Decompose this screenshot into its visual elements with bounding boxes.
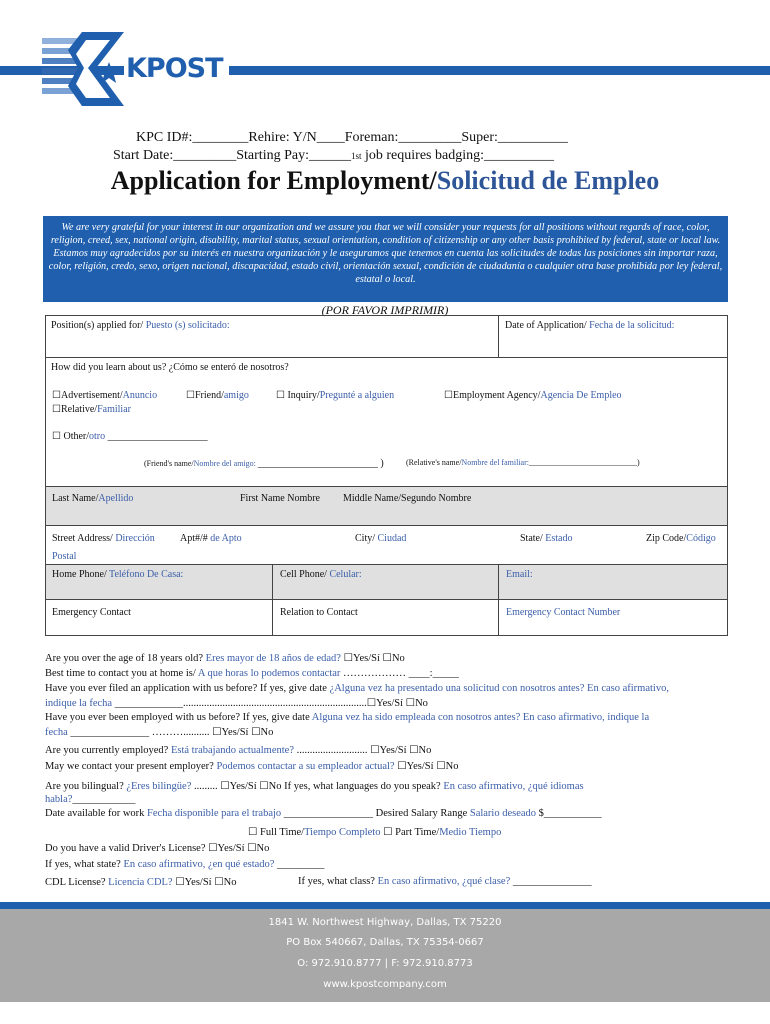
home-phone-label: Home Phone/ Teléfono De Casa: bbox=[52, 569, 184, 580]
question-currently-employed[interactable]: Are you currently employed? Está trabajando actualmente? ........................... ☐Yes/Sí ☐No bbox=[45, 745, 432, 756]
apt-label: Apt#/# de Apto bbox=[180, 533, 242, 544]
question-filed-before[interactable]: Have you ever filed an application with us before? If yes, give date ¿Alguna vez ha presentado una solicitud con nosotros antes? En caso afirmativo, bbox=[45, 683, 669, 694]
friend-name-field[interactable]: (Friend's name/Nombre del amigo: ________________________ ) bbox=[144, 458, 384, 469]
logo-stripe-right bbox=[210, 66, 770, 75]
date-label: Date of Application/ Fecha de la solicitud: bbox=[505, 320, 675, 331]
emergency-contact-label: Emergency Contact bbox=[52, 607, 131, 618]
meta-start-date: Start Date:_________Starting Pay:______ bbox=[113, 148, 351, 163]
postal-label: Postal bbox=[52, 551, 77, 562]
footer-po-box: PO Box 540667, Dallas, TX 75354-0667 bbox=[286, 937, 484, 948]
footer-stripe bbox=[0, 902, 770, 909]
footer bbox=[0, 902, 770, 1002]
question-cdl-class[interactable]: If yes, what class? En caso afirmativo, ¿qué clase? _______________ bbox=[298, 876, 592, 887]
footer-phones: O: 972.910.8777 | F: 972.910.8773 bbox=[297, 958, 473, 969]
intro-banner bbox=[43, 216, 728, 302]
question-best-time[interactable]: Best time to contact you at home is/ A que horas lo podemos contactar ……………… ____:_____ bbox=[45, 668, 459, 679]
option-friend[interactable]: ☐Friend/amigo bbox=[186, 390, 249, 401]
meta-badging: job requires badging:__________ bbox=[361, 148, 554, 163]
meta-line-2 bbox=[113, 148, 554, 164]
position-label: Position(s) applied for/ Puesto (s) solicitado: bbox=[51, 320, 230, 331]
option-inquiry[interactable]: ☐ Inquiry/Pregunté a alguien bbox=[276, 390, 395, 401]
zip-label: Zip Code/Código bbox=[646, 533, 716, 544]
street-label: Street Address/ Dirección bbox=[52, 533, 155, 544]
title-es: Solicitud de Empleo bbox=[436, 166, 660, 195]
intro-en: We are very grateful for your interest in our organization and we assure you that we will consider your requests for all positions without regards of race, color, religion, creed, sex, national origin, disability, marital status, sexual orientation, condition of citizenship or any other basis prohibited by federal, state or local law. bbox=[50, 222, 721, 247]
address-row[interactable] bbox=[45, 525, 728, 565]
question-languages[interactable]: habla?____________ bbox=[45, 794, 136, 805]
question-availability[interactable]: Date available for work Fecha disponible para el trabajo _________________ Desired Salary Range Salario deseado $___________ bbox=[45, 808, 602, 819]
page-title bbox=[0, 166, 770, 196]
print-label: (POR FAVOR IMPRIMIR) bbox=[321, 303, 449, 317]
option-other[interactable]: ☐ Other/otro ____________________ bbox=[52, 431, 208, 442]
middle-name-label: Middle Name/Segundo Nombre bbox=[343, 493, 472, 504]
footer-address: 1841 W. Northwest Highway, Dallas, TX 75220 bbox=[268, 917, 502, 928]
option-advertisement[interactable]: ☐Advertisement/Anuncio bbox=[52, 390, 158, 401]
question-bilingual[interactable]: Are you bilingual? ¿Eres bilingüe? ......... ☐Yes/Sí ☐No If yes, what languages do you speak? En caso afirmativo, ¿qué idiomas bbox=[45, 781, 584, 792]
relative-name-field[interactable]: (Relative's name/Nombre del familiar:___________________________) bbox=[406, 458, 640, 467]
question-drivers-license[interactable]: Do you have a valid Driver's License? ☐Yes/Sí ☐No bbox=[45, 843, 270, 854]
relation-label: Relation to Contact bbox=[280, 607, 358, 618]
title-en: Application for Employment/ bbox=[110, 166, 437, 195]
city-label: City/ Ciudad bbox=[355, 533, 407, 544]
footer-website[interactable]: www.kpostcompany.com bbox=[323, 979, 447, 990]
last-name-label: Last Name/Apellido bbox=[52, 493, 134, 504]
question-work-type[interactable]: ☐ Full Time/Tiempo Completo ☐ Part Time/Medio Tiempo bbox=[248, 827, 502, 838]
first-name-label: First Name Nombre bbox=[240, 493, 320, 504]
option-relative[interactable]: ☐Relative/Familiar bbox=[52, 404, 131, 415]
intro-es: Estamos muy agradecidos por su interés en nuestra organización y le aseguramos que tenemos en cuenta las solicitudes de todas las posiciones sin importar raza, color, religión, credo, sexo, origen nacional, discapacidad, estado civil, orientación sexual, condición de ciudadanía o cualquier otra base prohibida por ley federal, estatal o local. bbox=[48, 248, 723, 286]
question-employed-before-date[interactable]: fecha _______________ ……….......... ☐Yes/Sí ☐No bbox=[45, 727, 274, 738]
option-agency[interactable]: ☐Employment Agency/Agencia De Empleo bbox=[444, 390, 622, 401]
learn-label: How did you learn about us? ¿Cómo se enteró de nosotros? bbox=[51, 362, 289, 373]
meta-line-1: KPC ID#:________Rehire: Y/N____Foreman:_________Super:__________ bbox=[136, 130, 568, 145]
email-label: Email: bbox=[506, 569, 533, 580]
question-license-state[interactable]: If yes, what state? En caso afirmativo, ¿en qué estado? _________ bbox=[45, 859, 325, 870]
question-contact-employer[interactable]: May we contact your present employer? Podemos contactar a su empleador actual? ☐Yes/Sí ☐No bbox=[45, 761, 459, 772]
cell-phone-label: Cell Phone/ Celular: bbox=[280, 569, 362, 580]
question-filed-before-date[interactable]: indique la fecha _____________......................................................................☐Yes/Sí ☐No bbox=[45, 698, 428, 709]
question-cdl[interactable]: CDL License? Licencia CDL? ☐Yes/Sí ☐No bbox=[45, 877, 237, 888]
logo-text: KPOST bbox=[124, 52, 229, 86]
name-row[interactable] bbox=[45, 486, 728, 526]
question-age[interactable]: Are you over the age of 18 years old? Eres mayor de 18 años de edad? ☐Yes/Sí ☐No bbox=[45, 653, 405, 664]
emergency-number-label: Emergency Contact Number bbox=[506, 607, 621, 618]
meta-ordinal: 1st bbox=[350, 151, 362, 161]
question-employed-before[interactable]: Have you ever been employed with us before? If yes, give date Alguna vez ha sido empleada con nosotros antes? En caso afirmativo, indique la bbox=[45, 712, 650, 723]
state-label: State/ Estado bbox=[520, 533, 573, 544]
